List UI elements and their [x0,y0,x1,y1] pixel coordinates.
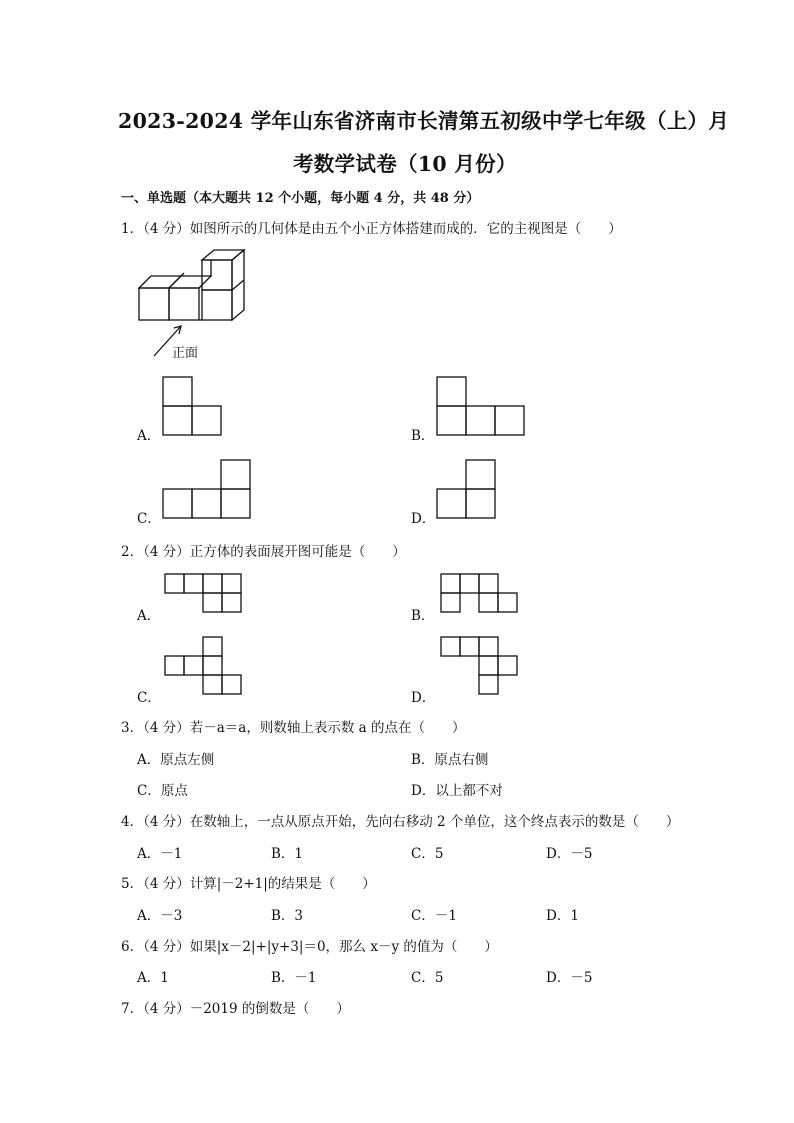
question-2-option-c-figure [164,636,246,698]
question-1-option-c[interactable]: C． [137,511,161,527]
question-1-option-c-figure [162,459,254,521]
question-4-option-d[interactable]: D．－5 [546,846,593,862]
question-1-stem: 1．（4 分）如图所示的几何体是由五个小正方体搭建而成的．它的主视图是（ ） [121,221,622,237]
question-1-figure-label: 正面 [172,346,199,361]
question-6-option-b[interactable]: B．－1 [271,970,317,986]
question-4-option-c[interactable]: C．5 [411,846,444,862]
question-1-option-d-figure [436,459,498,521]
question-2-option-a[interactable]: A． [137,608,161,624]
question-1-option-a-figure [162,376,224,438]
question-1-option-b[interactable]: B． [411,428,435,444]
question-7-stem: 7．（4 分）－2019 的倒数是（ ） [121,1001,350,1017]
question-1-option-a[interactable]: A． [137,428,161,444]
question-3-option-b[interactable]: B．原点右侧 [411,752,489,768]
question-2-option-b-figure [440,573,522,615]
page-title-line-2: 考数学试卷（10 月份） [293,152,517,176]
question-3-stem: 3．（4 分）若－a＝a，则数轴上表示数 a 的点在（ ） [121,720,466,736]
question-1-option-d[interactable]: D． [411,511,436,527]
question-5-option-a[interactable]: A．－3 [137,908,183,924]
question-3-option-c[interactable]: C．原点 [137,783,188,799]
question-4-stem: 4．（4 分）在数轴上，一点从原点开始，先向右移动 2 个单位，这个终点表示的数是（ ） [121,814,680,830]
section-header: 一、单选题（本大题共 12 个小题，每小题 4 分，共 48 分） [121,191,480,206]
question-2-option-b[interactable]: B． [411,608,435,624]
question-1-solid-figure [134,248,264,363]
question-4-option-a[interactable]: A．－1 [137,846,183,862]
question-6-option-a[interactable]: A．1 [137,970,169,986]
question-2-option-d-figure [440,636,522,698]
question-2-stem: 2．（4 分）正方体的表面展开图可能是（ ） [121,544,406,560]
question-2-option-d[interactable]: D． [411,690,436,706]
question-3-option-d[interactable]: D．以上都不对 [411,783,503,799]
question-4-option-b[interactable]: B．1 [271,846,304,862]
question-2-option-a-figure [164,573,246,615]
question-5-option-c[interactable]: C．－1 [411,908,457,924]
question-5-stem: 5．（4 分）计算|－2+1|的结果是（ ） [121,876,376,892]
question-5-option-d[interactable]: D．1 [546,908,579,924]
question-6-stem: 6．（4 分）如果|x－2|+|y+3|＝0，那么 x－y 的值为（ ） [121,939,498,955]
question-2-option-c[interactable]: C． [137,690,161,706]
question-1-option-b-figure [436,376,528,438]
question-5-option-b[interactable]: B．3 [271,908,304,924]
page-title-line-1: 2023-2024 学年山东省济南市长清第五初级中学七年级（上）月 [118,109,730,133]
question-6-option-d[interactable]: D．－5 [546,970,593,986]
question-6-option-c[interactable]: C．5 [411,970,444,986]
question-3-option-a[interactable]: A．原点左侧 [137,752,215,768]
